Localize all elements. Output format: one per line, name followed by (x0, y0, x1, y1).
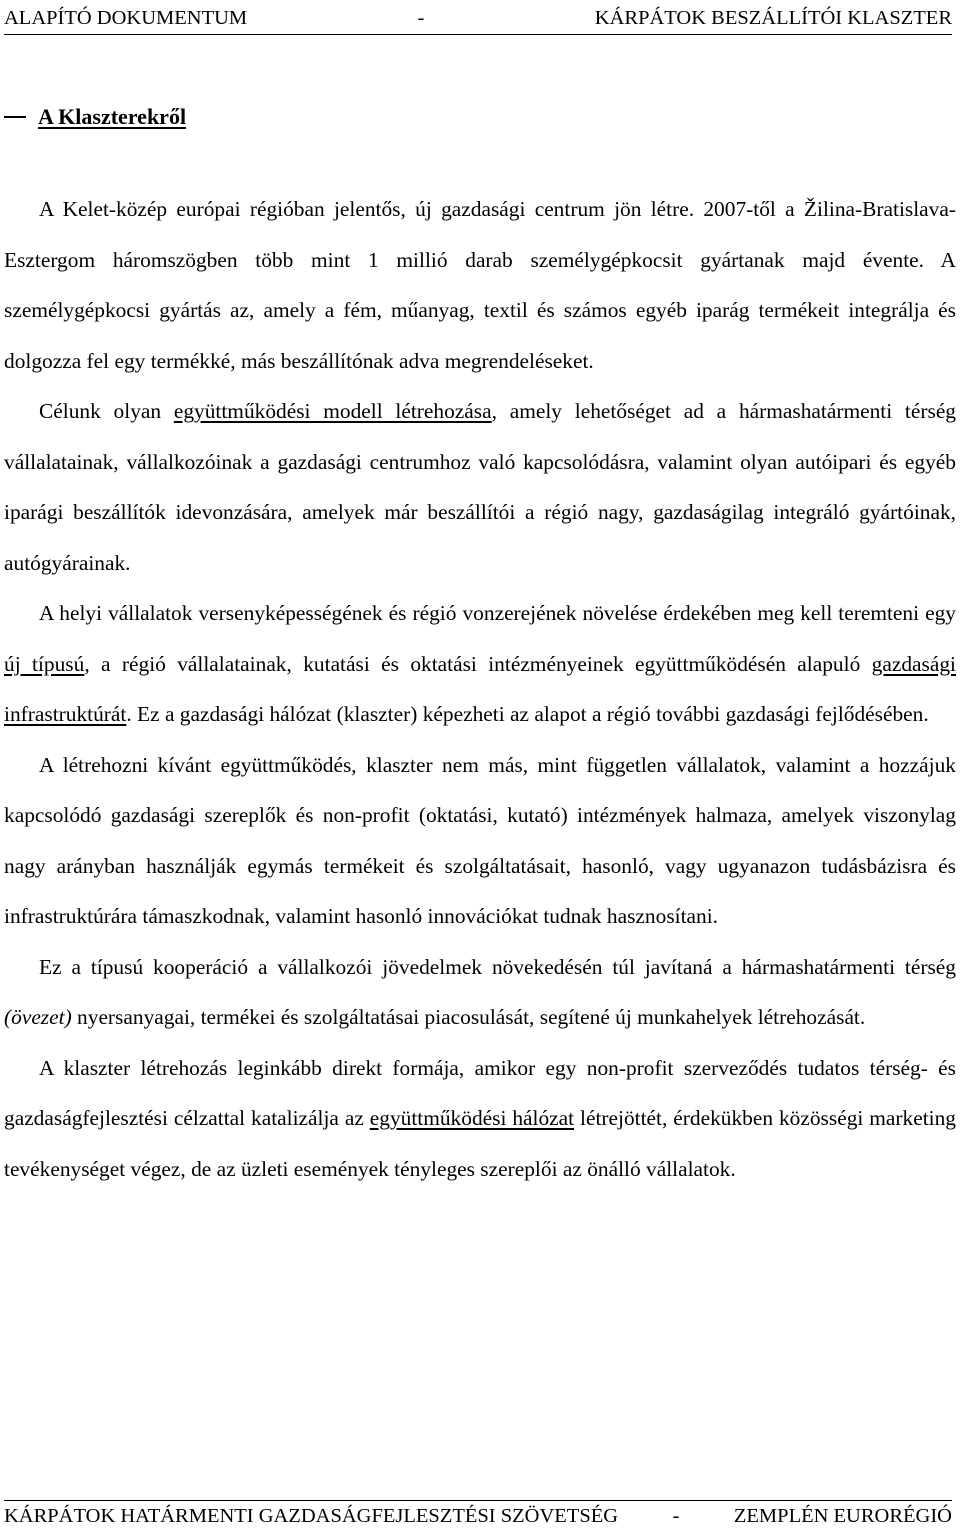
section-title: A Klaszterekről (38, 104, 187, 129)
paragraph-3-text: , a régió vállalatainak, kutatási és oktatási intézményeinek együttműködésén alapuló (84, 651, 872, 676)
paragraph-3 (4, 588, 956, 740)
section-heading (4, 104, 186, 130)
footer-euroregion: ZEMPLÉN EURORÉGIÓ (733, 1504, 952, 1527)
page-footer (4, 1500, 952, 1531)
paragraph-2-text: , amely lehetőséget ad a hármashatármenti térség vállalatainak, vállalkozóinak a gazdasági centrumhoz való kapcsolódásra, valamint olyan autóipari és egyéb iparági beszállítók idevonzására, amelyek már beszállítói a régió nagy, gazdaságilag integráló gyártóinak, autógyárainak. (4, 399, 957, 575)
paragraph-2 (4, 386, 956, 588)
paragraph-5 (4, 942, 956, 1043)
paragraph-5-text: nyersanyagai, termékei és szolgáltatásai piacosulását, segítené új munkahelyek létrehozását. (71, 1005, 866, 1029)
footer-association: KÁRPÁTOK HATÁRMENTI GAZDASÁGFEJLESZTÉSI SZÖVETSÉG (4, 1504, 619, 1527)
paragraph-3-text: . Ez a gazdasági hálózat (klaszter) képezheti az alapot a régió további gazdasági fejlődésében. (126, 702, 929, 726)
header-separator: - (417, 6, 425, 29)
paragraph-6-text: A klaszter létrehozás leginkább direkt formája, amikor egy non-profit szerveződés tudatos térség- és gazdaságfejlesztési célzattal katalizálja az (4, 1055, 956, 1130)
paragraph-1: A Kelet-közép európai régióban jelentős, új gazdasági centrum jön létre. 2007-től a Žilina-Bratislava-Esztergom háromszögben több mint 1 millió darab személygépkocsit gyártanak majd évente. A személygépkocsi gyártás az, amely a fém, műanyag, textil és számos egyéb iparág termékeit integrálja és dolgozza fel egy termékké, más beszállítónak adva megrendeléseket. (4, 197, 956, 373)
paragraph-6 (4, 1043, 956, 1195)
dash-bullet-icon (4, 116, 26, 118)
header-organization: KÁRPÁTOK BESZÁLLÍTÓI KLASZTER (594, 6, 952, 29)
underlined-phrase: új típusú (4, 651, 85, 676)
paragraph-2-text: Célunk olyan (39, 399, 174, 423)
paragraph-3-text: A helyi vállalatok versenyképességének és régió vonzerejének növelése érdekében meg kell teremteni egy (39, 601, 956, 625)
underlined-phrase: együttműködési modell létrehozása (173, 399, 492, 423)
paragraph-6-text: létrejöttét, érdekükben közösségi marketing tevékenységet végez, de az üzleti események tényleges szereplői az önálló vállalatok. (4, 1106, 956, 1181)
header-document-type: ALAPÍTÓ DOKUMENTUM (4, 6, 248, 29)
footer-separator: - (672, 1504, 680, 1527)
underlined-phrase: együttműködési hálózat (369, 1106, 575, 1130)
page-header (4, 2, 952, 35)
underlined-phrase: gazdasági infrastruktúrát (4, 651, 956, 726)
paragraph-5-text: Ez a típusú kooperáció a vállalkozói jövedelmek növekedésén túl javítaná a hármashatármenti térség (39, 954, 956, 979)
document-body (4, 184, 956, 1194)
paragraph-4: A létrehozni kívánt együttműködés, klaszter nem más, mint független vállalatok, valamint a hozzájuk kapcsolódó gazdasági szereplők és non-profit (oktatási, kutató) intézmények halmaza, amelyek viszonylag nagy arányban használják egymás termékeit és szolgáltatásait, hasonló, vagy ugyanazon tudásbázisra és infrastruktúrára támaszkodnak, valamint hasonló innovációkat tudnak hasznosítani. (4, 752, 956, 928)
italic-phrase: (övezet) (4, 1005, 72, 1029)
